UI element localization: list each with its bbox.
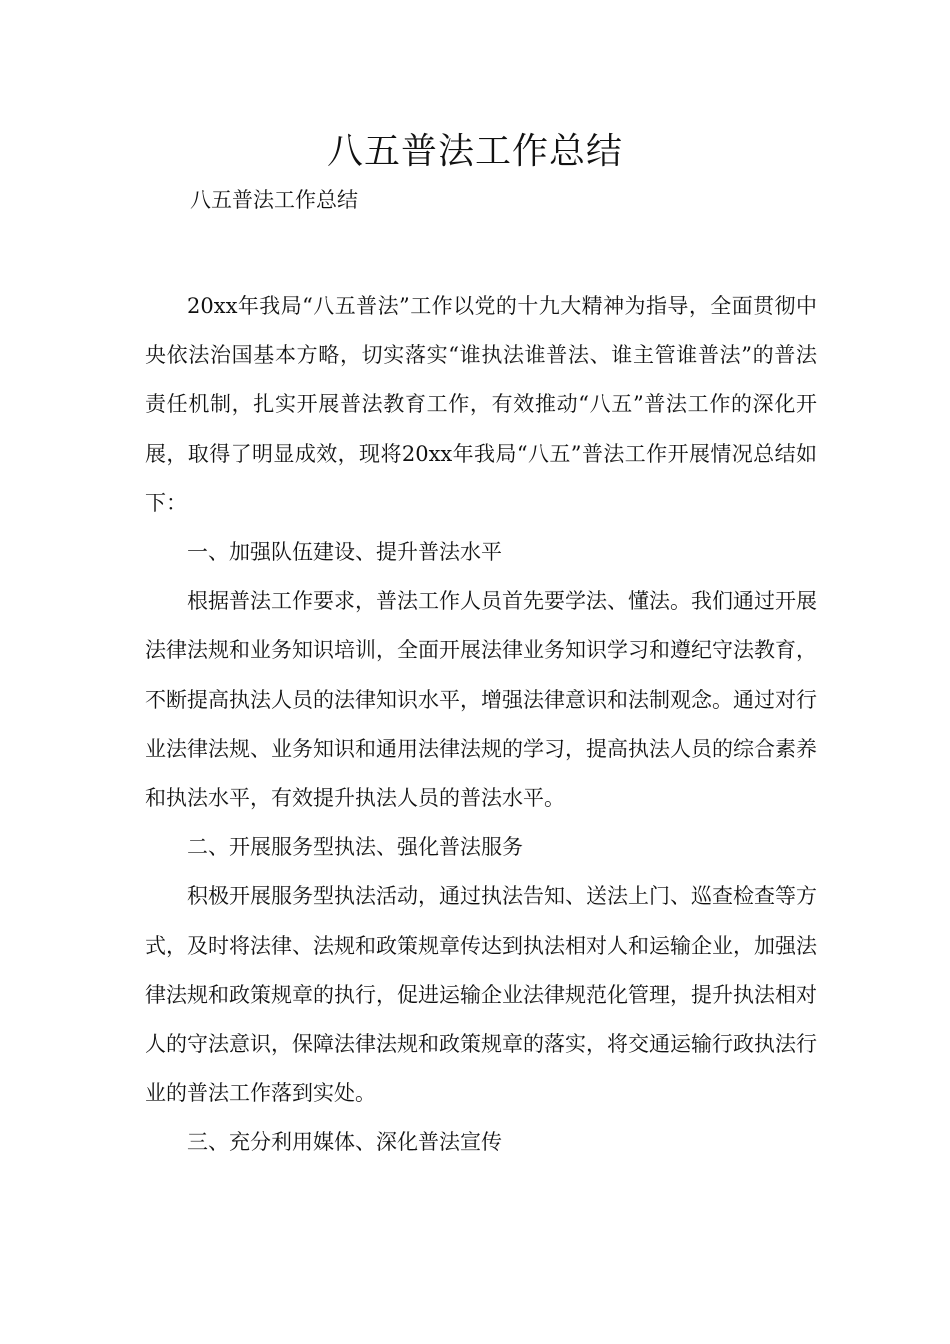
section-1-heading: 一、加强队伍建设、提升普法水平 [187,540,502,565]
document-body [145,282,817,1168]
intro-paragraph: 20xx年我局“八五普法”工作以党的十九大精神为指导，全面贯彻中央依法治国基本方略，切实落实“谁执法谁普法、谁主管谁普法”的普法责任机制，扎实开展普法教育工作，有效推动“八五”普法工作的深化开展，取得了明显成效，现将20xx年我局“八五”普法工作开展情况总结如下： [145,294,817,515]
document-title: 八五普法工作总结 [326,131,623,172]
section-2-body: 积极开展服务型执法活动，通过执法告知、送法上门、巡查检查等方式，及时将法律、法规和政策规章传达到执法相对人和运输企业，加强法律法规和政策规章的执行，促进运输企业法律规范化管理，提升执法相对人的守法意识，保障法律法规和政策规章的落实，将交通运输行政执法行业的普法工作落到实处。 [145,884,817,1106]
document-subtitle: 八五普法工作总结 [190,188,358,212]
section-2-heading: 二、开展服务型执法、强化普法服务 [187,835,523,860]
section-1-body: 根据普法工作要求，普法工作人员首先要学法、懂法。我们通过开展法律法规和业务知识培训，全面开展法律业务知识学习和遵纪守法教育，不断提高执法人员的法律知识水平，增强法律意识和法制观念。通过对行业法律法规、业务知识和通用法律法规的学习，提高执法人员的综合素养和执法水平，有效提升执法人员的普法水平。 [145,589,817,811]
section-3-heading: 三、充分利用媒体、深化普法宣传 [187,1130,502,1155]
